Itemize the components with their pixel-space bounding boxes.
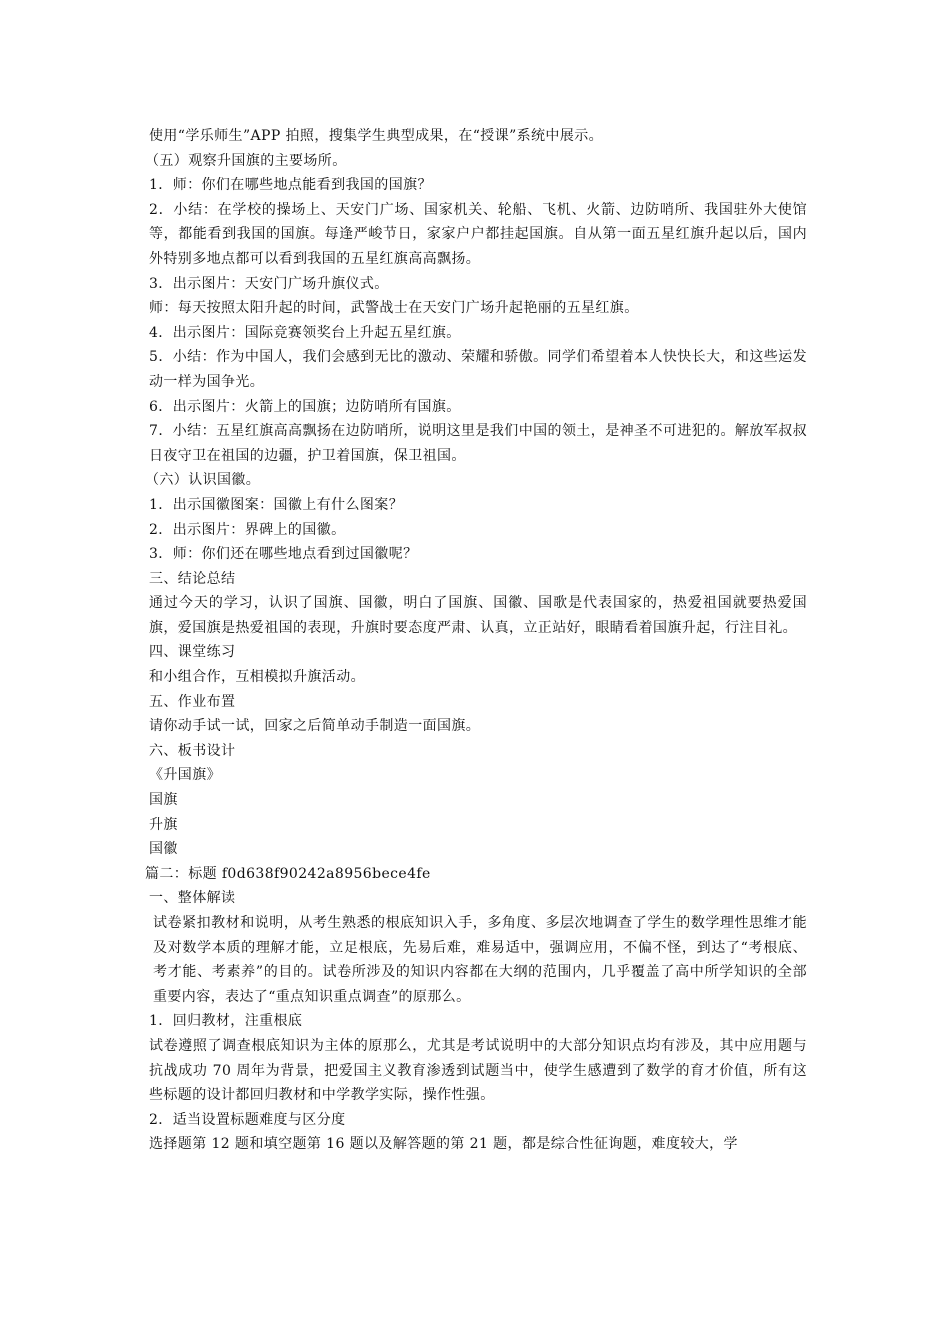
section-heading: 五、作业布置 xyxy=(149,693,236,710)
section-heading: 六、板书设计 xyxy=(149,742,236,759)
paragraph: 2．小结：在学校的操场上、天安门广场、国家机关、轮船、飞机、火箭、边防哨所、我国驻外大使馆等，都能看到我国的国旗。每逢严峻节日，家家户户都挂起国旗。自从第一面五星红旗升起以后，国内外特别多地点都可以看到我国的五星红旗高高飘扬。 xyxy=(149,201,807,267)
paragraph: 5．小结：作为中国人，我们会感到无比的激动、荣耀和骄傲。同学们希望着本人快快长大，和这些运发动一样为国争光。 xyxy=(149,349,807,390)
section-heading: （五）观察升国旗的主要场所。 xyxy=(145,152,347,169)
paragraph: 请你动手试一试，回家之后简单动手制造一面国旗。 xyxy=(149,718,481,735)
paragraph: 6．出示图片：火箭上的国旗；边防哨所有国旗。 xyxy=(149,398,461,415)
board-title: 《升国旗》 xyxy=(149,767,221,784)
paragraph: 师：每天按照太阳升起的时间，武警战士在天安门广场升起艳丽的五星红旗。 xyxy=(149,300,639,317)
section-heading: 一、整体解读 xyxy=(149,890,236,907)
paragraph: 3．师：你们还在哪些地点看到过国徽呢？ xyxy=(149,546,418,563)
board-item: 国旗 xyxy=(149,792,178,809)
paragraph: 试卷遵照了调查根底知识为主体的原那么，尤其是考试说明中的大部分知识点均有涉及，其中应用题与抗战成功 70 周年为背景，把爱国主义教育渗透到试题当中，使学生感遭到了数学的育才价值，所有这些标题的设计都回归教材和中学教学实际，操作性强。 xyxy=(149,1037,807,1104)
board-item: 国徽 xyxy=(149,841,178,858)
paragraph: 试卷紧扣教材和说明，从考生熟悉的根底知识入手，多角度、多层次地调查了学生的数学理性思维才能及对数学本质的理解才能，立足根底，先易后难，难易适中，强调应用，不偏不怪，到达了“考根底、考才能、考素养”的目的。试卷所涉及的知识内容都在大纲的范围内，几乎覆盖了高中所学知识的全部重要内容，表达了“重点知识重点调查”的原那么。 xyxy=(153,915,807,1005)
paragraph: 7．小结：五星红旗高高飘扬在边防哨所，说明这里是我们中国的领土，是神圣不可进犯的。解放军叔叔日夜守卫在祖国的边疆，护卫着国旗，保卫祖国。 xyxy=(149,423,807,464)
section-heading: 三、结论总结 xyxy=(149,570,236,587)
paragraph: 2．出示图片：界碑上的国徽。 xyxy=(149,521,346,538)
subsection-heading: 1．回归教材，注重根底 xyxy=(149,1013,303,1030)
section-heading: 四、课堂练习 xyxy=(149,644,236,661)
paragraph: 3．出示图片：天安门广场升旗仪式。 xyxy=(149,275,389,292)
subsection-heading: 2．适当设置标题难度与区分度 xyxy=(149,1111,346,1128)
paragraph: 通过今天的学习，认识了国旗、国徽，明白了国旗、国徽、国歌是代表国家的，热爱祖国就要热爱国旗，爱国旗是热爱祖国的表现，升旗时要态度严肃、认真，立正站好，眼睛看着国旗升起，行注目礼。 xyxy=(149,595,807,636)
article-title: 篇二：标题 f0d638f90242a8956bece4fe xyxy=(145,865,431,882)
paragraph: 1．师：你们在哪些地点能看到我国的国旗？ xyxy=(149,177,432,194)
paragraph: 使用“学乐师生”APP 拍照，搜集学生典型成果，在“授课”系统中展示。 xyxy=(149,128,604,144)
board-item: 升旗 xyxy=(149,816,178,833)
paragraph: 1．出示国徽图案：国徽上有什么图案？ xyxy=(149,496,404,513)
document-body xyxy=(145,124,807,1157)
section-heading: （六）认识国徽。 xyxy=(145,472,261,489)
paragraph: 4．出示图片：国际竞赛领奖台上升起五星红旗。 xyxy=(149,324,461,341)
paragraph: 和小组合作，互相模拟升旗活动。 xyxy=(149,669,365,686)
paragraph: 选择题第 12 题和填空题第 16 题以及解答题的第 21 题，都是综合性征询题，难度较大，学 xyxy=(149,1136,738,1153)
